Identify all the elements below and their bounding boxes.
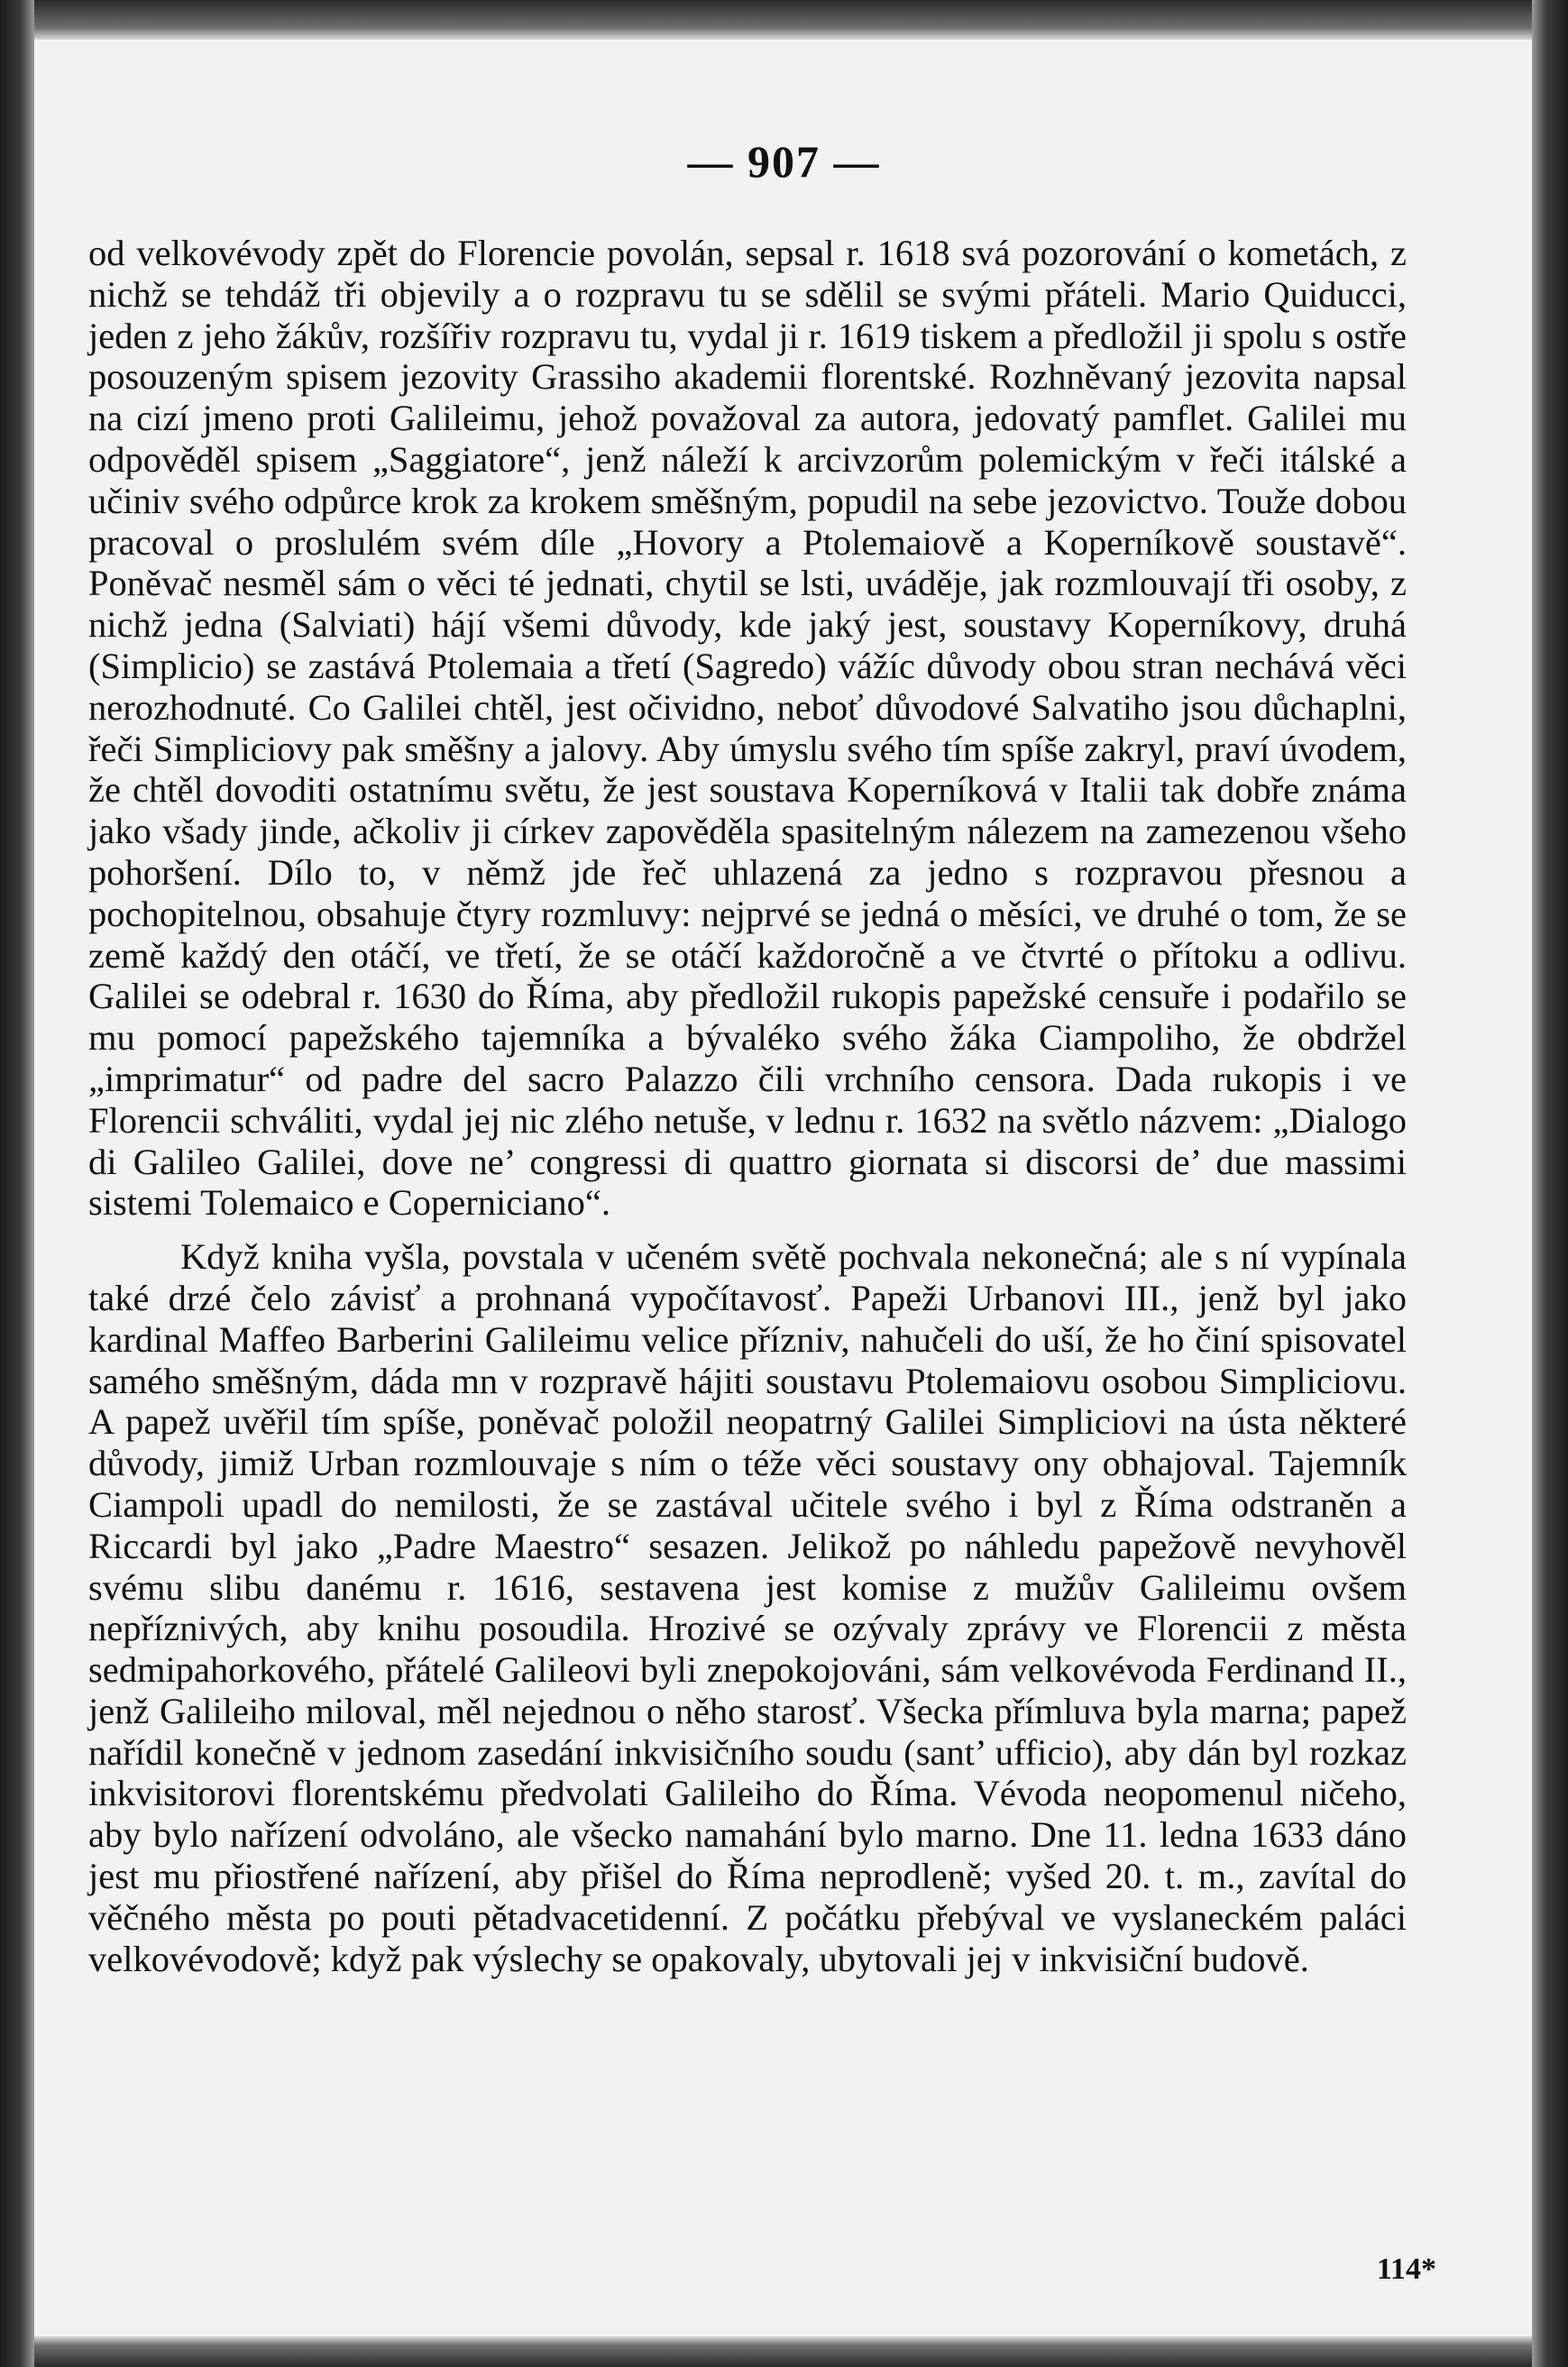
body-text [88, 233, 1407, 1979]
page-number: — 907 — [687, 136, 881, 187]
scan-border-right [1532, 0, 1568, 2367]
paragraph-2: Když kniha vyšla, povstala v učeném světě pochvala nekonečná; ale s ní vypínala také drzé čelo závisť a prohnaná vypočítavosť. Papeži Urbanovi III., jenž byl jako kardinal Maffeo Barberini Galileimu velice přízniv, nahučeli do uší, že ho činí spisovatel samého směšným, dáda mn v rozpravě hájiti soustavu Ptolemaiovu osobou Simpliciovu. A papež uvěřil tím spíše, poněvač položil neopatrný Galilei Simpliciovi na ústa některé důvody, jimiž Urban rozmlouvaje s ním o téže věci soustavy ony obhajoval. Tajemník Ciampoli upadl do nemilosti, že se zastával učitele svého i byl z Říma odstraněn a Riccardi byl jako „Padre Maestro“ sesazen. Jelikož po náhledu papežově nevyhověl svému slibu danému r. 1616, sestavena jest komise z mužův Galileimu ovšem nepříznivých, aby knihu posoudila. Hrozivé se ozývaly zprávy ve Florencii z města sedmipahorkového, přátelé Galileovi byli znepokojováni, sám velkovévoda Ferdinand II., jenž Galileiho miloval, měl nejednou o něho starosť. Všecka přímluva byla marna; papež nařídil konečně v jednom zasedání inkvisičního soudu (sant’ ufficio), aby dán byl rozkaz inkvisitorovi florentskému předvolati Galileiho do Říma. Vévoda neopomenul ničeho, aby bylo nařízení odvoláno, ale všecko namahání bylo marno. Dne 11. ledna 1633 dáno jest mu přiostřené nařízení, aby přišel do Říma neprodleně; vyšed 20. t. m., zavítal do věčného města po pouti pětadvacetidenní. Z počátku přebýval ve vyslaneckém paláci velkovévodově; když pak výslechy se opakovaly, ubytovali jej v inkvisiční budově. [88, 1236, 1407, 1979]
scan-border-top [0, 0, 1568, 40]
paragraph-1: od velkovévody zpět do Florencie povolán, sepsal r. 1618 svá pozorování o kometách, z nichž se tehdáž tři objevily a o rozpravu tu se sdělil se svými přáteli. Mario Quiducci, jeden z jeho žákův, rozšířiv rozpravu tu, vydal ji r. 1619 tiskem a předložil ji spolu s ostře posouzeným spisem jezovity Grassiho akademii florentské. Rozhněvaný jezovita napsal na cizí jmeno proti Galileimu, jehož považoval za autora, jedovatý pamflet. Galilei mu odpověděl spisem „Saggiatore“, jenž náleží k arcivzorům polemickým v řeči itálské a učiniv svého odpůrce krok za krokem směšným, popudil na sebe jezovictvo. Touže dobou pracoval o proslulém svém díle „Hovory a Ptolemaiově a Koperníkově soustavě“. Poněvač nesměl sám o věci té jednati, chytil se lsti, uváděje, jak rozmlouvají tři osoby, z nichž jedna (Salviati) hájí všemi důvody, kde jaký jest, soustavy Koperníkovy, druhá (Simplicio) se zastává Ptolemaia a třetí (Sagredo) vážíc důvody obou stran nechává věci nerozhodnuté. Co Galilei chtěl, jest očividno, neboť důvodové Salvatiho jsou důchaplni, řeči Simpliciovy pak směšny a jalovy. Aby úmyslu svého tím spíše zakryl, praví úvodem, že chtěl dovoditi ostatnímu světu, že jest soustava Koperníková v Italii tak dobře známa jako všady jinde, ačkoliv ji církev zapověděla spasitelným nálezem na zamezenou všeho pohoršení. Dílo to, v němž jde řeč uhlazená za jedno s rozpravou přesnou a pochopitelnou, obsahuje čtyry rozmluvy: nejprvé se jedná o měsíci, ve druhé o tom, že se země každý den otáčí, ve třetí, že se otáčí každoročně a ve čtvrté o přítoku a odlivu. Galilei se odebral r. 1630 do Říma, aby předložil rukopis papežské censuře i podařilo se mu pomocí papežského tajemníka a bývaléko svého žáka Ciampoliho, že obdržel „imprimatur“ od padre del sacro Palazzo čili vrchního censora. Dada rukopis i ve Florencii schváliti, vydal jej nic zlého netuše, v lednu r. 1632 na světlo názvem: „Dialogo di Galileo Galilei, dove ne’ congressi di quattro giornata si discorsi de’ due massimi sistemi Tolemaico e Coperniciano“. [88, 233, 1407, 1224]
scan-border-bottom [0, 2336, 1568, 2367]
scan-border-left [0, 0, 34, 2367]
signature-mark: 114* [1376, 2252, 1436, 2286]
